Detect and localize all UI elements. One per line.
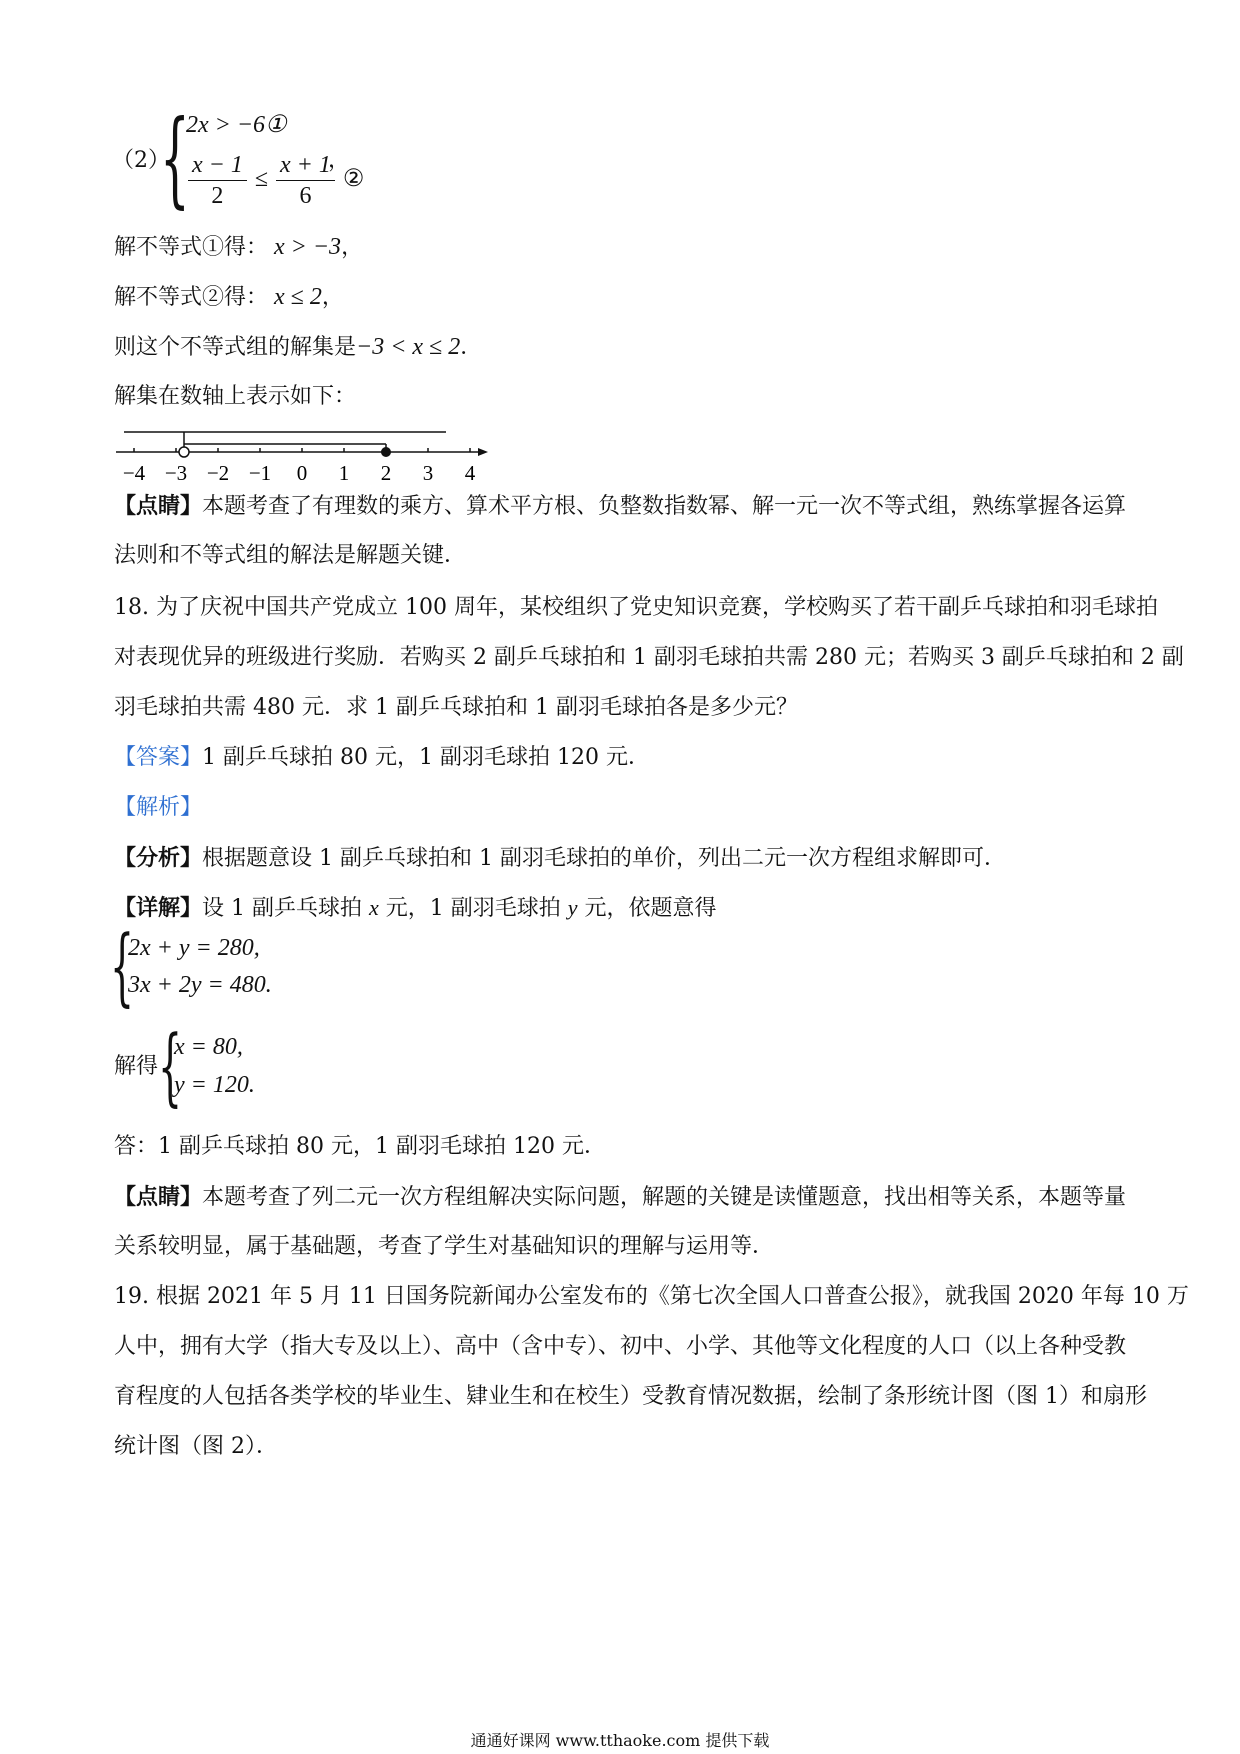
number-line-label: 1 [338,461,350,485]
frac-left-num: x − 1 [188,150,247,181]
page-footer: 通通好课网 www.tthaoke.com 提供下载 [470,1731,770,1750]
number-line-label: −4 [122,461,146,485]
number-line-label: 0 [296,461,308,485]
q18-analysis-tag: 【解析】 [114,795,203,820]
q18-line-1: 18. 为了庆祝中国共产党成立 100 周年，某校组织了党史知识竞赛，学校购买了若干副乒乓球拍和羽毛球拍 [114,595,1158,620]
point-note-1: 【点睛】本题考查了有理数的乘方、算术平方根、负整数指数幂、解一元一次不等式组，熟练掌握各运算 [114,493,1127,519]
system-brace: { [160,97,190,219]
number-line-label: 3 [422,461,434,485]
system1-brace: { [110,917,135,1015]
solve-line-3: 则这个不等式组的解集是−3 < x ≤ 2． [114,334,483,360]
q19-line-2: 人中，拥有大学（指大专及以上）、高中（含中专）、初中、小学、其他等文化程度的人口（以上各种受教 [114,1334,1127,1359]
system-trail: ， [328,148,351,173]
frac-relation: ≤ [254,166,269,193]
inequality-1: 2x > −6① [186,112,287,138]
point-note-1-cont: 法则和不等式组的解法是解题关键． [114,543,467,568]
q18-fenxi: 【分析】根据题意设 1 副乒乓球拍和 1 副羽毛球拍的单价，列出二元一次方程组求解即可． [114,845,1006,871]
q18-line-2: 对表现优异的班级进行奖励．若购买 2 副乒乓球拍和 1 副羽毛球拍共需 280 元；若购买 3 副乒乓球拍和 2 副 [114,645,1184,670]
q19-line-4: 统计图（图 2）． [114,1434,278,1459]
closed-point-2 [381,447,391,457]
q18-answer: 【答案】1 副乒乓球拍 80 元，1 副羽毛球拍 120 元． [114,745,650,770]
system2-eq1: x = 80, [174,1034,243,1060]
q19-line-3: 育程度的人包括各类学校的毕业生、肄业生和在校生）受教育情况数据，绘制了条形统计图（图 1）和扇形 [114,1384,1147,1409]
number-line-label: −3 [164,461,188,485]
system2-brace: { [158,1017,183,1115]
system1-eq1: 2x + y = 280, [128,935,260,961]
number-line-label: 4 [464,461,476,485]
frac-right-num: x + 1 [276,150,335,181]
q18-point-cont: 关系较明显，属于基础题，考查了学生对基础知识的理解与运用等． [114,1234,775,1259]
number-line-label: 2 [380,461,392,485]
number-line-label: −1 [248,461,272,485]
q18-reply: 答：1 副乒乓球拍 80 元，1 副羽毛球拍 120 元． [114,1134,606,1159]
q18-point: 【点睛】本题考查了列二元一次方程组解决实际问题，解题的关键是读懂题意，找出相等关系，本题等量 [114,1184,1127,1210]
frac-left-den: 2 [211,183,224,209]
open-point-minus3 [179,447,189,457]
q19-line-1: 19. 根据 2021 年 5 月 11 日国务院新闻办公室发布的《第七次全国人口普查公报》，就我国 2020 年每 10 万 [114,1284,1189,1309]
number-line-label: −2 [206,461,230,485]
solve-line-2: 解不等式②得： x ≤ 2， [114,284,344,310]
number-line-figure [110,420,500,490]
system1-eq2: 3x + 2y = 480. [128,972,272,998]
frac-right-den: 6 [299,183,312,209]
frac-tail: ② [342,166,365,193]
solve-line-1: 解不等式①得： x > −3， [114,234,364,260]
part2-label: （2） [112,148,170,173]
solve-label: 解得 [114,1054,159,1079]
solve-line-4: 解集在数轴上表示如下： [114,384,357,409]
system2-eq2: y = 120. [174,1072,255,1098]
q18-line-3: 羽毛球拍共需 480 元．求 1 副乒乓球拍和 1 副羽毛球拍各是多少元？ [114,695,798,720]
q18-detail: 【详解】设 1 副乒乓球拍 x 元，1 副羽毛球拍 y 元，依题意得 [114,895,717,921]
